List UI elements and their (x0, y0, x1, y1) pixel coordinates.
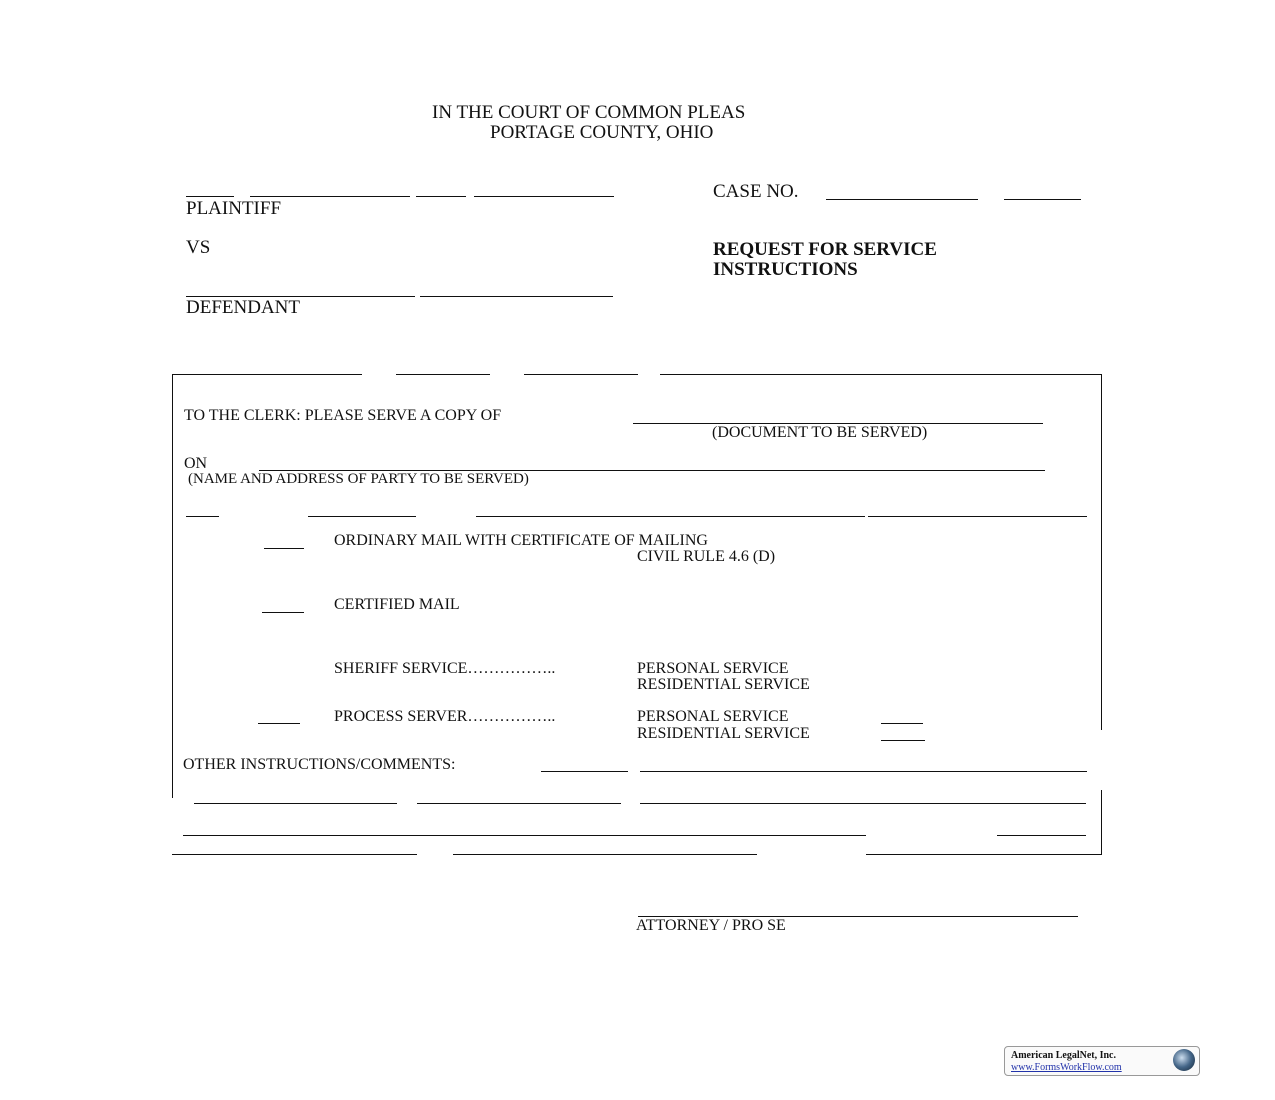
sheriff-personal-label: PERSONAL SERVICE (637, 660, 789, 677)
form-title-line2: INSTRUCTIONS (713, 259, 858, 280)
process-server-label: PROCESS SERVER…………….. (334, 708, 556, 725)
signature-label: ATTORNEY / PRO SE (636, 917, 786, 934)
defendant-label: DEFENDANT (186, 297, 300, 318)
plaintiff-blank[interactable] (474, 196, 614, 197)
sheriff-residential-label: RESIDENTIAL SERVICE (637, 676, 810, 693)
case-no-suffix-field[interactable] (1004, 199, 1081, 200)
sheriff-service-label: SHERIFF SERVICE…………….. (334, 660, 556, 677)
comments-field[interactable] (194, 803, 397, 804)
box-border (172, 854, 417, 855)
process-residential-checkbox[interactable] (881, 740, 925, 741)
form-title-line1: REQUEST FOR SERVICE (713, 239, 937, 260)
comments-field[interactable] (640, 803, 1086, 804)
court-name: IN THE COURT OF COMMON PLEAS (432, 102, 746, 123)
box-border (1101, 790, 1102, 854)
blank-line (476, 516, 865, 517)
box-border (396, 374, 490, 375)
ordinary-mail-label: ORDINARY MAIL WITH CERTIFICATE OF MAILING (334, 532, 708, 549)
comments-field[interactable] (541, 771, 628, 772)
comments-field[interactable] (417, 803, 621, 804)
process-personal-checkbox[interactable] (881, 723, 923, 724)
logo-url-link[interactable]: www.FormsWorkFlow.com (1011, 1062, 1122, 1073)
plaintiff-blank[interactable] (186, 196, 234, 197)
process-personal-label: PERSONAL SERVICE (637, 708, 789, 725)
process-server-checkbox[interactable] (258, 723, 300, 724)
logo-name: American LegalNet, Inc. (1011, 1050, 1116, 1061)
globe-icon (1173, 1049, 1195, 1071)
plaintiff-label: PLAINTIFF (186, 198, 282, 219)
document-caption: (DOCUMENT TO BE SERVED) (712, 424, 928, 441)
blank-line (186, 516, 219, 517)
comments-field[interactable] (183, 835, 866, 836)
plaintiff-blank[interactable] (250, 196, 410, 197)
blank-line (868, 516, 1087, 517)
box-border (172, 374, 173, 798)
blank-line (308, 516, 416, 517)
box-border (1101, 374, 1102, 730)
box-border (453, 854, 757, 855)
civil-rule-label: CIVIL RULE 4.6 (D) (637, 548, 776, 565)
box-border (866, 854, 1102, 855)
defendant-blank[interactable] (420, 296, 613, 297)
box-border (524, 374, 638, 375)
box-border (660, 374, 1102, 375)
ordinary-mail-checkbox[interactable] (264, 548, 304, 549)
process-residential-label: RESIDENTIAL SERVICE (637, 725, 810, 742)
box-border (172, 374, 362, 375)
comments-field[interactable] (640, 771, 1087, 772)
certified-mail-checkbox[interactable] (262, 612, 304, 613)
certified-mail-label: CERTIFIED MAIL (334, 596, 460, 613)
vs-label: VS (186, 237, 211, 258)
party-caption: (NAME AND ADDRESS OF PARTY TO BE SERVED) (188, 471, 529, 487)
case-no-field[interactable] (826, 199, 978, 200)
case-no-label: CASE NO. (713, 181, 799, 202)
plaintiff-blank[interactable] (416, 196, 466, 197)
on-label: ON (184, 455, 208, 472)
other-instructions-label: OTHER INSTRUCTIONS/COMMENTS: (183, 756, 456, 773)
to-clerk-text: TO THE CLERK: PLEASE SERVE A COPY OF (184, 407, 502, 424)
american-legalnet-logo[interactable] (1004, 1046, 1200, 1076)
comments-field[interactable] (997, 835, 1086, 836)
county-name: PORTAGE COUNTY, OHIO (490, 122, 714, 143)
